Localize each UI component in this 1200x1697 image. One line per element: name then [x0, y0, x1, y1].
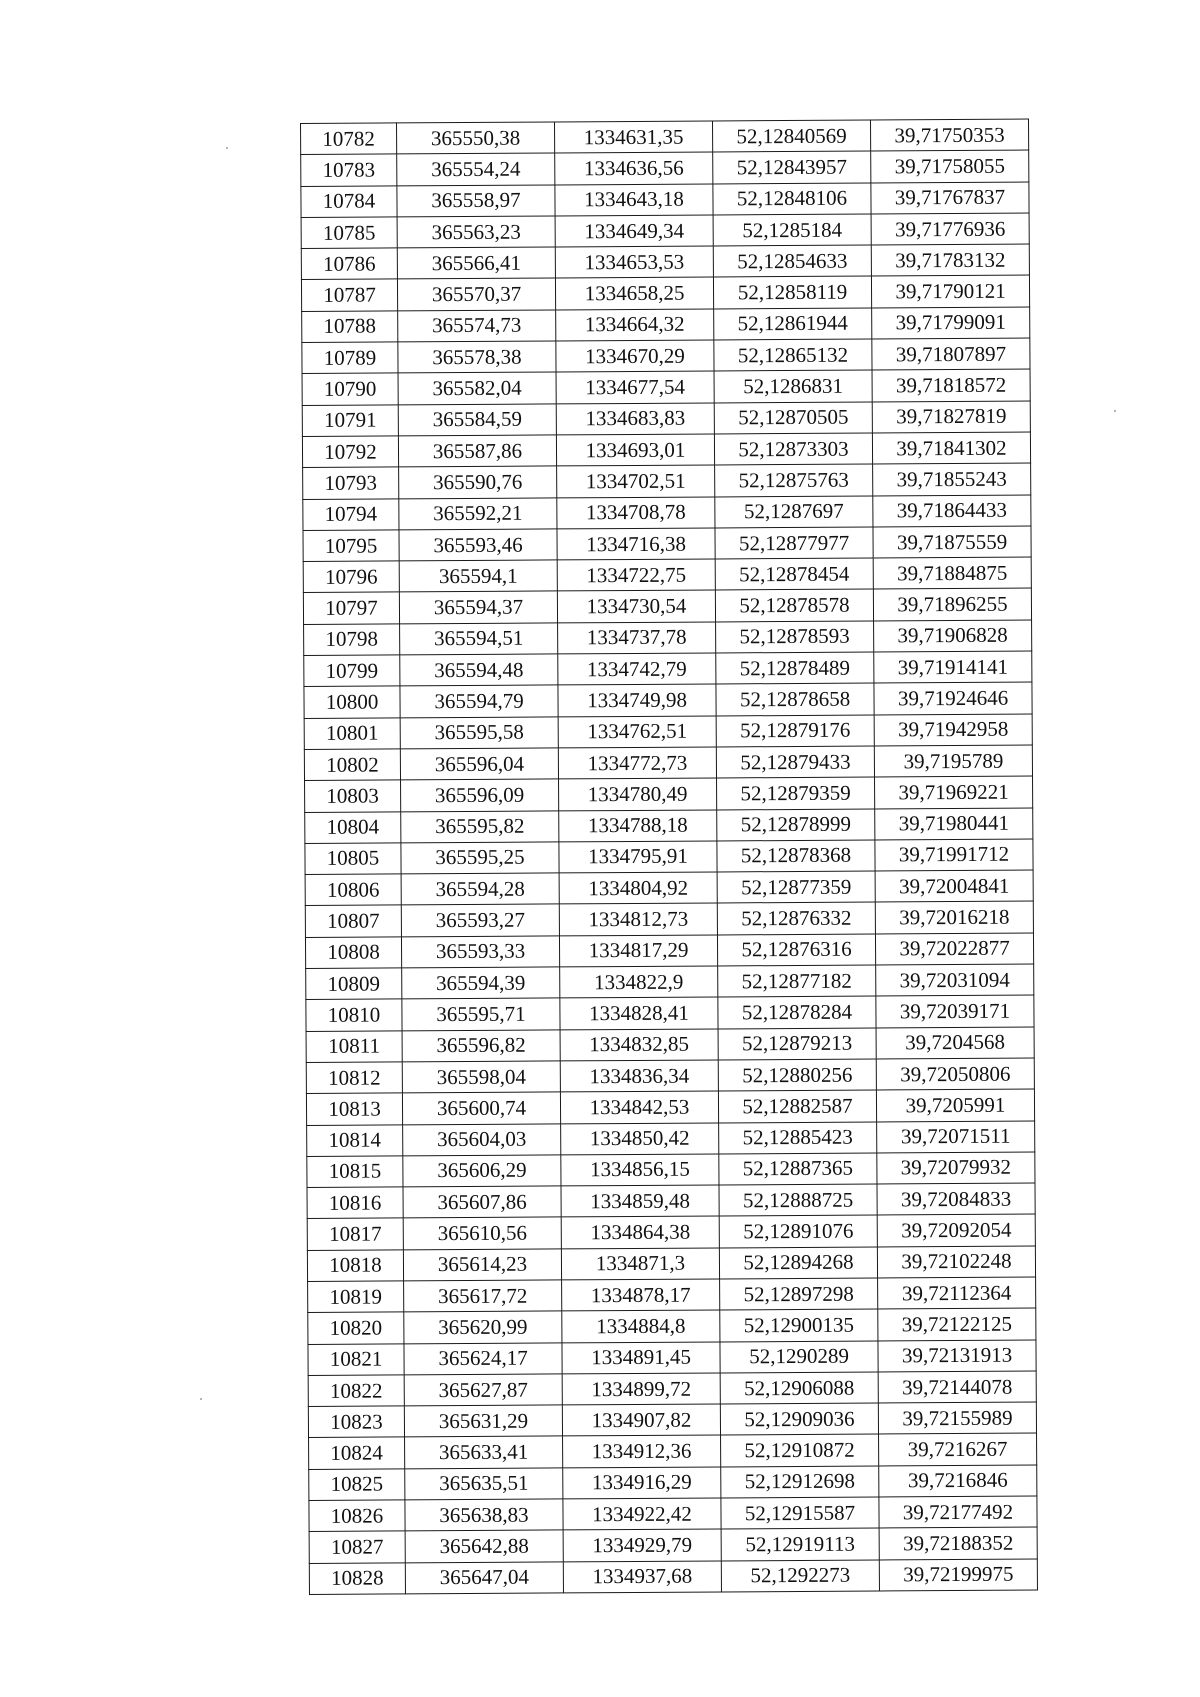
table-row — [307, 1214, 1035, 1250]
latitude-cell: 52,1292273 — [721, 1560, 879, 1592]
x-coordinate-cell: 365594,48 — [400, 654, 558, 686]
y-coordinate-cell: 1334891,45 — [562, 1342, 720, 1374]
y-coordinate-cell: 1334772,73 — [558, 747, 716, 779]
y-coordinate-cell: 1334804,92 — [559, 872, 717, 904]
table-row — [303, 557, 1031, 593]
point-number-cell: 10820 — [308, 1312, 404, 1344]
x-coordinate-cell: 365566,41 — [397, 247, 555, 279]
longitude-cell: 39,71783132 — [871, 244, 1029, 276]
table-row — [308, 1402, 1036, 1438]
table-row — [301, 119, 1029, 155]
table-row — [301, 213, 1029, 249]
longitude-cell: 39,71776936 — [871, 213, 1029, 245]
table-row — [302, 401, 1030, 437]
longitude-cell: 39,71980441 — [875, 808, 1033, 840]
longitude-cell: 39,71827819 — [872, 401, 1030, 433]
x-coordinate-cell: 365595,82 — [401, 810, 559, 842]
point-number-cell: 10814 — [307, 1124, 403, 1156]
x-coordinate-cell: 365617,72 — [404, 1280, 562, 1312]
y-coordinate-cell: 1334643,18 — [555, 184, 713, 216]
x-coordinate-cell: 365594,37 — [399, 591, 557, 623]
y-coordinate-cell: 1334708,78 — [557, 497, 715, 529]
table-row — [306, 1058, 1034, 1094]
point-number-cell: 10789 — [302, 342, 398, 374]
y-coordinate-cell: 1334856,15 — [561, 1154, 719, 1186]
x-coordinate-cell: 365607,86 — [403, 1186, 561, 1218]
x-coordinate-cell: 365635,51 — [405, 1468, 563, 1500]
latitude-cell: 52,12888725 — [719, 1184, 877, 1216]
longitude-cell: 39,72112364 — [878, 1277, 1036, 1309]
latitude-cell: 52,12897298 — [720, 1278, 878, 1310]
y-coordinate-cell: 1334670,29 — [556, 340, 714, 372]
y-coordinate-cell: 1334836,34 — [560, 1060, 718, 1092]
point-number-cell: 10816 — [307, 1187, 403, 1219]
x-coordinate-cell: 365584,59 — [398, 404, 556, 436]
point-number-cell: 10787 — [301, 279, 397, 311]
table-row — [305, 839, 1033, 875]
latitude-cell: 52,12877977 — [715, 527, 873, 559]
x-coordinate-cell: 365582,04 — [398, 372, 556, 404]
y-coordinate-cell: 1334859,48 — [561, 1185, 719, 1217]
table-row — [307, 1152, 1035, 1188]
y-coordinate-cell: 1334716,38 — [557, 528, 715, 560]
y-coordinate-cell: 1334916,29 — [563, 1467, 721, 1499]
longitude-cell: 39,72102248 — [877, 1246, 1035, 1278]
longitude-cell: 39,72084833 — [877, 1183, 1035, 1215]
latitude-cell: 52,12878368 — [717, 840, 875, 872]
y-coordinate-cell: 1334795,91 — [559, 841, 717, 873]
point-number-cell: 10819 — [308, 1281, 404, 1313]
y-coordinate-cell: 1334780,49 — [559, 778, 717, 810]
latitude-cell: 52,12878593 — [716, 621, 874, 653]
y-coordinate-cell: 1334850,42 — [561, 1122, 719, 1154]
table-row — [305, 776, 1033, 812]
latitude-cell: 52,12879213 — [718, 1028, 876, 1060]
y-coordinate-cell: 1334702,51 — [557, 465, 715, 497]
longitude-cell: 39,7195789 — [874, 745, 1032, 777]
point-number-cell: 10817 — [307, 1218, 403, 1250]
point-number-cell: 10815 — [307, 1156, 403, 1188]
x-coordinate-cell: 365594,1 — [399, 560, 557, 592]
x-coordinate-cell: 365593,46 — [399, 529, 557, 561]
point-number-cell: 10788 — [302, 311, 398, 343]
latitude-cell: 52,1287697 — [715, 496, 873, 528]
latitude-cell: 52,12878578 — [715, 589, 873, 621]
table-row — [302, 432, 1030, 468]
latitude-cell: 52,12891076 — [719, 1215, 877, 1247]
y-coordinate-cell: 1334907,82 — [562, 1404, 720, 1436]
latitude-cell: 52,12879176 — [716, 715, 874, 747]
x-coordinate-cell: 365596,82 — [402, 1030, 560, 1062]
latitude-cell: 52,12906088 — [720, 1372, 878, 1404]
point-number-cell: 10802 — [304, 749, 400, 781]
y-coordinate-cell: 1334878,17 — [562, 1279, 720, 1311]
latitude-cell: 52,12915587 — [721, 1497, 879, 1529]
longitude-cell: 39,71884875 — [873, 557, 1031, 589]
y-coordinate-cell: 1334636,56 — [555, 152, 713, 184]
x-coordinate-cell: 365631,29 — [404, 1405, 562, 1437]
longitude-cell: 39,72050806 — [876, 1058, 1034, 1090]
latitude-cell: 52,12876332 — [717, 902, 875, 934]
table-row — [302, 338, 1030, 374]
y-coordinate-cell: 1334822,9 — [560, 966, 718, 998]
latitude-cell: 52,12879433 — [716, 746, 874, 778]
latitude-cell: 52,12878489 — [716, 652, 874, 684]
x-coordinate-cell: 365563,23 — [397, 216, 555, 248]
table-row — [308, 1277, 1036, 1313]
table-row — [302, 369, 1030, 405]
table-row — [309, 1465, 1037, 1501]
y-coordinate-cell: 1334832,85 — [560, 1029, 718, 1061]
x-coordinate-cell: 365596,09 — [401, 779, 559, 811]
y-coordinate-cell: 1334937,68 — [563, 1561, 721, 1593]
table-row — [308, 1371, 1036, 1407]
x-coordinate-cell: 365600,74 — [402, 1092, 560, 1124]
x-coordinate-cell: 365587,86 — [398, 435, 556, 467]
y-coordinate-cell: 1334664,32 — [556, 309, 714, 341]
longitude-cell: 39,72188352 — [879, 1527, 1037, 1559]
point-number-cell: 10796 — [303, 561, 399, 593]
longitude-cell: 39,71818572 — [872, 369, 1030, 401]
y-coordinate-cell: 1334871,3 — [561, 1248, 719, 1280]
table-row — [305, 901, 1033, 937]
latitude-cell: 52,12879359 — [717, 777, 875, 809]
longitude-cell: 39,72144078 — [878, 1371, 1036, 1403]
latitude-cell: 52,12885423 — [719, 1121, 877, 1153]
longitude-cell: 39,71875559 — [873, 526, 1031, 558]
point-number-cell: 10797 — [303, 592, 399, 624]
x-coordinate-cell: 365594,79 — [400, 685, 558, 717]
latitude-cell: 52,12909036 — [720, 1403, 878, 1435]
y-coordinate-cell: 1334693,01 — [556, 434, 714, 466]
coordinates-table-body — [301, 119, 1038, 1594]
longitude-cell: 39,72071511 — [877, 1121, 1035, 1153]
longitude-cell: 39,71807897 — [872, 338, 1030, 370]
coordinates-table — [300, 119, 1038, 1595]
x-coordinate-cell: 365647,04 — [405, 1562, 563, 1594]
latitude-cell: 52,12865132 — [714, 339, 872, 371]
point-number-cell: 10818 — [307, 1250, 403, 1282]
latitude-cell: 52,12912698 — [721, 1466, 879, 1498]
x-coordinate-cell: 365627,87 — [404, 1374, 562, 1406]
table-row — [307, 1121, 1035, 1157]
longitude-cell: 39,71750353 — [870, 119, 1028, 151]
latitude-cell: 52,12878454 — [715, 558, 873, 590]
table-row — [305, 870, 1033, 906]
longitude-cell: 39,71758055 — [871, 150, 1029, 182]
point-number-cell: 10811 — [306, 1031, 402, 1063]
latitude-cell: 52,12887365 — [719, 1153, 877, 1185]
x-coordinate-cell: 365606,29 — [403, 1155, 561, 1187]
latitude-cell: 52,12878284 — [718, 996, 876, 1028]
latitude-cell: 52,12894268 — [719, 1247, 877, 1279]
scan-speck — [200, 1398, 202, 1400]
latitude-cell: 52,12840569 — [712, 120, 870, 152]
latitude-cell: 52,12878658 — [716, 683, 874, 715]
latitude-cell: 52,1286831 — [714, 370, 872, 402]
table-row — [305, 808, 1033, 844]
x-coordinate-cell: 365593,27 — [401, 904, 559, 936]
point-number-cell: 10827 — [309, 1531, 405, 1563]
point-number-cell: 10785 — [301, 217, 397, 249]
longitude-cell: 39,72177492 — [879, 1496, 1037, 1528]
longitude-cell: 39,71906828 — [874, 620, 1032, 652]
x-coordinate-cell: 365570,37 — [397, 278, 555, 310]
table-row — [301, 244, 1029, 280]
latitude-cell: 52,12876316 — [717, 934, 875, 966]
point-number-cell: 10800 — [304, 686, 400, 718]
latitude-cell: 52,12875763 — [715, 464, 873, 496]
table-row — [303, 588, 1031, 624]
longitude-cell: 39,7204568 — [876, 1027, 1034, 1059]
latitude-cell: 52,12870505 — [714, 402, 872, 434]
longitude-cell: 39,71942958 — [874, 714, 1032, 746]
x-coordinate-cell: 365633,41 — [405, 1436, 563, 1468]
table-row — [307, 1183, 1035, 1219]
y-coordinate-cell: 1334929,79 — [563, 1529, 721, 1561]
table-row — [304, 682, 1032, 718]
point-number-cell: 10806 — [305, 874, 401, 906]
longitude-cell: 39,71896255 — [873, 588, 1031, 620]
latitude-cell: 52,12848106 — [713, 183, 871, 215]
longitude-cell: 39,71855243 — [873, 463, 1031, 495]
table-row — [306, 1027, 1034, 1063]
latitude-cell: 52,12873303 — [714, 433, 872, 465]
latitude-cell: 52,12882587 — [718, 1090, 876, 1122]
latitude-cell: 52,12858119 — [713, 276, 871, 308]
x-coordinate-cell: 365614,23 — [403, 1249, 561, 1281]
y-coordinate-cell: 1334749,98 — [558, 684, 716, 716]
longitude-cell: 39,72022877 — [875, 933, 1033, 965]
table-row — [304, 745, 1032, 781]
table-row — [304, 620, 1032, 656]
point-number-cell: 10826 — [309, 1500, 405, 1532]
latitude-cell: 52,12878999 — [717, 809, 875, 841]
latitude-cell: 52,12854633 — [713, 245, 871, 277]
y-coordinate-cell: 1334653,53 — [555, 246, 713, 278]
longitude-cell: 39,71790121 — [871, 276, 1029, 308]
table-row — [309, 1559, 1037, 1595]
latitude-cell: 52,12843957 — [713, 151, 871, 183]
point-number-cell: 10810 — [306, 999, 402, 1031]
x-coordinate-cell: 365642,88 — [405, 1530, 563, 1562]
x-coordinate-cell: 365595,25 — [401, 842, 559, 874]
y-coordinate-cell: 1334742,79 — [558, 653, 716, 685]
y-coordinate-cell: 1334658,25 — [555, 277, 713, 309]
longitude-cell: 39,72016218 — [875, 901, 1033, 933]
point-number-cell: 10795 — [303, 530, 399, 562]
point-number-cell: 10812 — [306, 1062, 402, 1094]
y-coordinate-cell: 1334828,41 — [560, 997, 718, 1029]
longitude-cell: 39,72004841 — [875, 870, 1033, 902]
point-number-cell: 10824 — [309, 1437, 405, 1469]
point-number-cell: 10813 — [306, 1093, 402, 1125]
x-coordinate-cell: 365604,03 — [403, 1123, 561, 1155]
y-coordinate-cell: 1334884,8 — [562, 1310, 720, 1342]
scan-speck — [1114, 410, 1116, 412]
point-number-cell: 10798 — [304, 624, 400, 656]
point-number-cell: 10790 — [302, 373, 398, 405]
x-coordinate-cell: 365590,76 — [399, 466, 557, 498]
y-coordinate-cell: 1334762,51 — [558, 716, 716, 748]
latitude-cell: 52,12861944 — [714, 308, 872, 340]
point-number-cell: 10825 — [309, 1469, 405, 1501]
table-row — [305, 933, 1033, 969]
latitude-cell: 52,12900135 — [720, 1309, 878, 1341]
point-number-cell: 10786 — [301, 248, 397, 280]
latitude-cell: 52,1290289 — [720, 1341, 878, 1373]
y-coordinate-cell: 1334899,72 — [562, 1373, 720, 1405]
point-number-cell: 10793 — [303, 467, 399, 499]
x-coordinate-cell: 365594,39 — [402, 967, 560, 999]
y-coordinate-cell: 1334683,83 — [556, 403, 714, 435]
x-coordinate-cell: 365610,56 — [403, 1217, 561, 1249]
point-number-cell: 10804 — [305, 811, 401, 843]
point-number-cell: 10792 — [302, 436, 398, 468]
table-row — [309, 1527, 1037, 1563]
longitude-cell: 39,7216846 — [879, 1465, 1037, 1497]
point-number-cell: 10801 — [304, 718, 400, 750]
x-coordinate-cell: 365550,38 — [397, 122, 555, 154]
longitude-cell: 39,7216267 — [879, 1433, 1037, 1465]
table-row — [303, 463, 1031, 499]
point-number-cell: 10808 — [305, 937, 401, 969]
x-coordinate-cell: 365595,58 — [400, 717, 558, 749]
longitude-cell: 39,72155989 — [878, 1402, 1036, 1434]
longitude-cell: 39,72079932 — [877, 1152, 1035, 1184]
y-coordinate-cell: 1334649,34 — [555, 215, 713, 247]
table-row — [309, 1433, 1037, 1469]
point-number-cell: 10794 — [303, 498, 399, 530]
table-row — [309, 1496, 1037, 1532]
table-row — [301, 150, 1029, 186]
y-coordinate-cell: 1334817,29 — [559, 935, 717, 967]
table-row — [308, 1340, 1036, 1376]
x-coordinate-cell: 365574,73 — [398, 310, 556, 342]
x-coordinate-cell: 365594,51 — [400, 623, 558, 655]
table-row — [302, 307, 1030, 343]
longitude-cell: 39,7205991 — [876, 1089, 1034, 1121]
longitude-cell: 39,72092054 — [877, 1214, 1035, 1246]
latitude-cell: 52,12919113 — [721, 1528, 879, 1560]
longitude-cell: 39,72122125 — [878, 1308, 1036, 1340]
y-coordinate-cell: 1334842,53 — [560, 1091, 718, 1123]
y-coordinate-cell: 1334912,36 — [563, 1435, 721, 1467]
longitude-cell: 39,71969221 — [875, 776, 1033, 808]
table-row — [307, 1246, 1035, 1282]
x-coordinate-cell: 365592,21 — [399, 498, 557, 530]
point-number-cell: 10782 — [301, 123, 397, 155]
y-coordinate-cell: 1334812,73 — [559, 903, 717, 935]
table-row — [306, 964, 1034, 1000]
x-coordinate-cell: 365554,24 — [397, 153, 555, 185]
latitude-cell: 52,12880256 — [718, 1059, 876, 1091]
point-number-cell: 10821 — [308, 1343, 404, 1375]
latitude-cell: 52,12910872 — [721, 1434, 879, 1466]
table-row — [303, 526, 1031, 562]
point-number-cell: 10784 — [301, 186, 397, 218]
x-coordinate-cell: 365558,97 — [397, 185, 555, 217]
table-row — [301, 182, 1029, 218]
y-coordinate-cell: 1334631,35 — [554, 121, 712, 153]
point-number-cell: 10822 — [308, 1375, 404, 1407]
table-row — [304, 714, 1032, 750]
longitude-cell: 39,72031094 — [876, 964, 1034, 996]
longitude-cell: 39,71991712 — [875, 839, 1033, 871]
x-coordinate-cell: 365596,04 — [400, 748, 558, 780]
longitude-cell: 39,71767837 — [871, 182, 1029, 214]
table-row — [304, 651, 1032, 687]
latitude-cell: 52,12877182 — [718, 965, 876, 997]
longitude-cell: 39,72039171 — [876, 995, 1034, 1027]
table-row — [306, 995, 1034, 1031]
longitude-cell: 39,71864433 — [873, 495, 1031, 527]
longitude-cell: 39,71799091 — [872, 307, 1030, 339]
point-number-cell: 10803 — [305, 780, 401, 812]
longitude-cell: 39,71841302 — [872, 432, 1030, 464]
x-coordinate-cell: 365595,71 — [402, 998, 560, 1030]
y-coordinate-cell: 1334788,18 — [559, 809, 717, 841]
point-number-cell: 10799 — [304, 655, 400, 687]
x-coordinate-cell: 365594,28 — [401, 873, 559, 905]
x-coordinate-cell: 365624,17 — [404, 1343, 562, 1375]
point-number-cell: 10809 — [306, 968, 402, 1000]
point-number-cell: 10805 — [305, 843, 401, 875]
y-coordinate-cell: 1334737,78 — [558, 622, 716, 654]
table-row — [308, 1308, 1036, 1344]
table-row — [301, 276, 1029, 312]
y-coordinate-cell: 1334722,75 — [557, 559, 715, 591]
longitude-cell: 39,71914141 — [874, 651, 1032, 683]
x-coordinate-cell: 365593,33 — [401, 936, 559, 968]
y-coordinate-cell: 1334922,42 — [563, 1498, 721, 1530]
point-number-cell: 10791 — [302, 405, 398, 437]
point-number-cell: 10783 — [301, 154, 397, 186]
table-row — [306, 1089, 1034, 1125]
x-coordinate-cell: 365578,38 — [398, 341, 556, 373]
point-number-cell: 10807 — [305, 905, 401, 937]
y-coordinate-cell: 1334730,54 — [557, 590, 715, 622]
x-coordinate-cell: 365620,99 — [404, 1311, 562, 1343]
table-row — [303, 495, 1031, 531]
scan-speck — [226, 147, 228, 149]
x-coordinate-cell: 365638,83 — [405, 1499, 563, 1531]
latitude-cell: 52,1285184 — [713, 214, 871, 246]
latitude-cell: 52,12877359 — [717, 871, 875, 903]
y-coordinate-cell: 1334864,38 — [561, 1216, 719, 1248]
longitude-cell: 39,72199975 — [879, 1559, 1037, 1591]
longitude-cell: 39,71924646 — [874, 682, 1032, 714]
y-coordinate-cell: 1334677,54 — [556, 371, 714, 403]
longitude-cell: 39,72131913 — [878, 1340, 1036, 1372]
x-coordinate-cell: 365598,04 — [402, 1061, 560, 1093]
point-number-cell: 10823 — [308, 1406, 404, 1438]
point-number-cell: 10828 — [309, 1563, 405, 1595]
